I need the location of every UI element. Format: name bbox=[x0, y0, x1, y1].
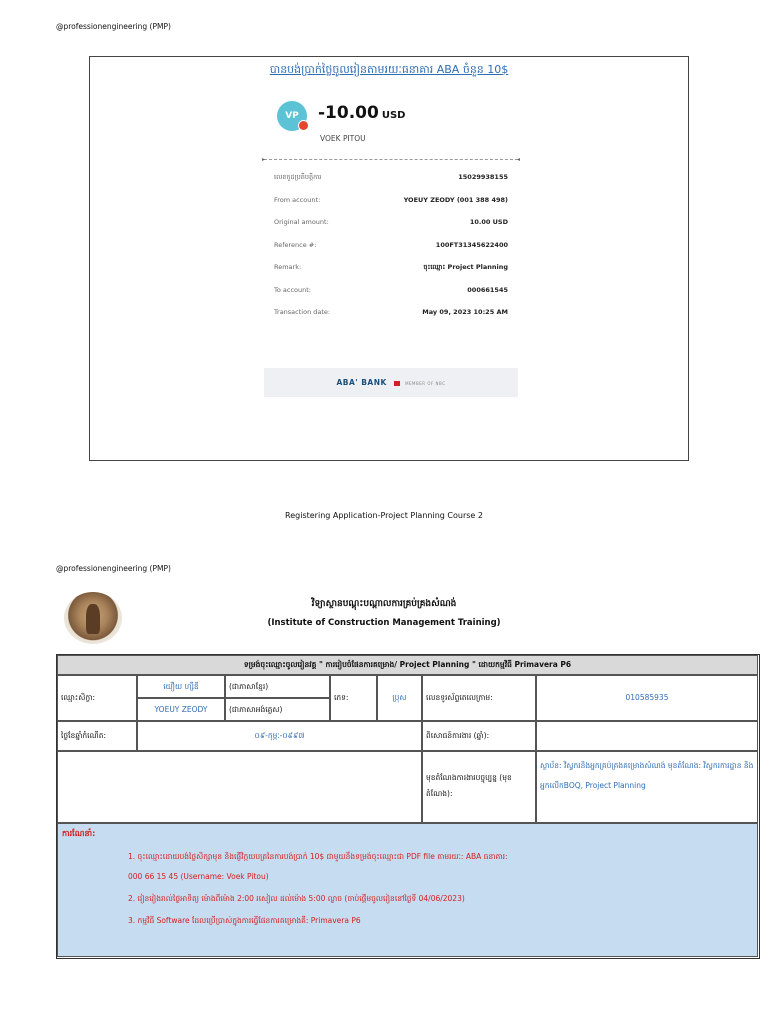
phone-label: លេខទូរស័ព្ទតេលេក្រាម: bbox=[422, 675, 536, 721]
blank-cell bbox=[57, 751, 422, 823]
note-1: 1. ចុះឈ្មោះដោយបង់ថ្លៃសិក្សាមុន និងផ្ញើវិក្កយបត្រនៃការបង់ប្រាក់ 10$ ជាមួយនឹងទម្រង់ចុះឈ្មោះជា PDF file តាមរយៈ: ABA ធនាគារ: bbox=[128, 852, 508, 861]
receipt-header bbox=[264, 87, 518, 157]
name-en-note: (ជាភាសាអង់គ្លេស) bbox=[225, 698, 330, 721]
receipt-frame bbox=[89, 56, 689, 461]
registration-form bbox=[56, 654, 760, 959]
dob-label: ថ្ងៃខែឆ្នាំកំណើត: bbox=[57, 721, 137, 751]
work-value: ស្ថាប័ន: វិស្វករនិងអ្នកគ្រប់គ្រងគម្រោងសំណង់ មុខតំណែង: វិស្វករការដ្ឋាន និងអ្នកលើកBOQ, Project Planning bbox=[536, 751, 758, 823]
amount bbox=[318, 103, 405, 123]
divider-left-icon: ▸ bbox=[262, 156, 266, 163]
institute-name-en: (Institute of Construction Management Training) bbox=[267, 618, 501, 628]
handle-top: @professionengineering (PMP) bbox=[56, 22, 171, 31]
detail-row: Transaction date: May 09, 2023 10:25 AM bbox=[274, 308, 508, 316]
dob-value: ០៩-កុម្ភៈ-០៩៩៧ bbox=[137, 721, 422, 751]
form-header: ទម្រង់ចុះឈ្មោះចូលរៀនវគ្គ " ការរៀបចំផែនការគម្រោង/ Project Planning " ដោយកម្មវិធី Primavera P6 bbox=[57, 655, 758, 675]
experience-value bbox=[536, 721, 758, 751]
name-label: ឈ្មោះសិក្ខា: bbox=[57, 675, 137, 721]
name-kh-value: យឿយ ហ្សឺឌី bbox=[137, 675, 225, 698]
note-3: 3. កម្មវិធី Software ដែលប្រើប្រាស់ក្នុងការធ្វើផែនការគម្រោងគឺ: Primavera P6 bbox=[128, 916, 361, 925]
detail-row: Reference #: 100FT31345622400 bbox=[274, 240, 508, 249]
currency: USD bbox=[381, 110, 406, 121]
payee-name: VOEK PITOU bbox=[320, 134, 366, 143]
receipt-title: បានបង់ប្រាក់ថ្លៃចូលរៀនតាមរយៈធនាគារ ABA ចំនួន 10$ bbox=[269, 63, 509, 76]
amount-value: -10.00 bbox=[318, 103, 379, 123]
bank-logo: ABA' BANK bbox=[336, 378, 387, 387]
detail-row: From account: YOEUY ZEODY (001 388 498) bbox=[274, 195, 508, 204]
detail-row: To account: 000661545 bbox=[274, 285, 508, 294]
name-en-value: YOEUY ZEODY bbox=[137, 698, 225, 721]
bank-tag: MEMBER OF NBC bbox=[405, 381, 446, 386]
note-2: 2. រៀនរៀងរាល់ថ្ងៃអាទិត្យ ម៉ោងពីម៉ោង 2:00 រសៀល ដល់ម៉ោង 5:00 ល្ងាច (ចាប់ផ្តើមចូលរៀននៅថ្ងៃទី 04/06/2023) bbox=[128, 894, 465, 903]
bank-footer bbox=[264, 368, 518, 397]
experience-label: ពិសោធន៍ការងារ (ឆ្នាំ): bbox=[422, 721, 536, 751]
phone-value: 010585935 bbox=[536, 675, 758, 721]
sex-value: ប្រុស bbox=[377, 675, 422, 721]
work-label: មុខតំណែងការងារបច្ចុប្បន្ន (មុខតំណែង): bbox=[422, 751, 536, 823]
notes-title: ការណែនាំ: bbox=[62, 829, 96, 838]
notes-section bbox=[57, 823, 758, 957]
receipt-card bbox=[264, 87, 518, 397]
note-1-cont: 000 66 15 45 (Username: Voek Pitou) bbox=[128, 872, 269, 881]
institute-name-kh: វិទ្យាស្ថានបណ្តុះបណ្តាលការគ្រប់គ្រងសំណង់ bbox=[311, 599, 457, 609]
flag-icon bbox=[394, 381, 400, 386]
handle-bottom: @professionengineering (PMP) bbox=[56, 564, 171, 573]
dashed-divider bbox=[264, 159, 518, 160]
caption: Registering Application-Project Planning Course 2 bbox=[285, 511, 483, 520]
detail-row: លេខកូដប្រតិបត្តិការ 15029938155 bbox=[274, 173, 508, 181]
divider-right-icon: ◂ bbox=[516, 156, 520, 163]
name-kh-note: (ជាភាសាខ្មែរ) bbox=[225, 675, 330, 698]
detail-row: Remark: ចុះឈ្មោះ Project Planning bbox=[274, 263, 508, 271]
badge-icon bbox=[298, 120, 309, 131]
transaction-details bbox=[274, 173, 508, 331]
avatar: VP bbox=[277, 101, 307, 131]
sex-label: ភេទ: bbox=[330, 675, 377, 721]
detail-row: Original amount: 10.00 USD bbox=[274, 218, 508, 226]
